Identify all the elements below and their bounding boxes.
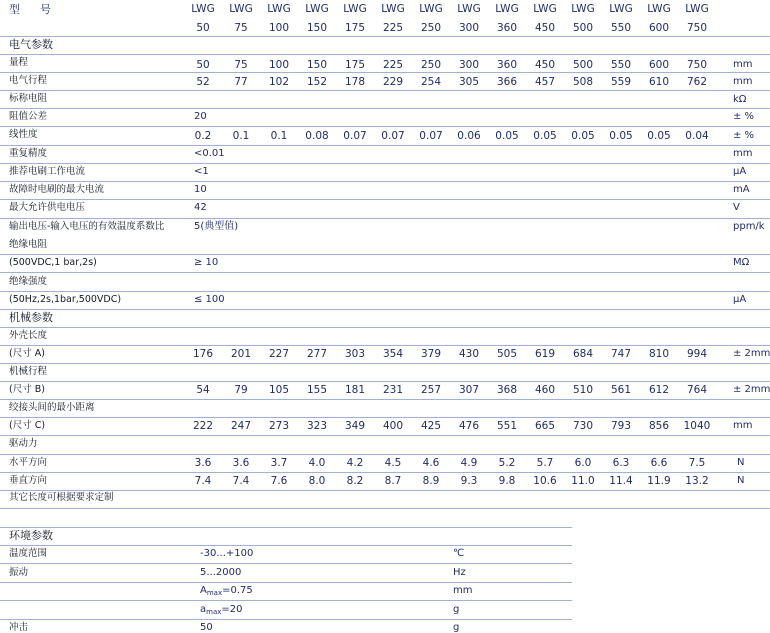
row-label-hinge_dist: 绞接头间的最小距离 bbox=[9, 402, 95, 413]
cell-value: 0.05 bbox=[609, 130, 633, 142]
env-value-shock: 50 bbox=[200, 622, 213, 633]
row-unit-housing_len: ± 2mm bbox=[733, 348, 770, 359]
header-series: LWG bbox=[305, 3, 329, 15]
section-title-environment: 环境参数 bbox=[9, 529, 53, 542]
row-unit-vertical: N bbox=[737, 475, 745, 486]
cell-value: 300 bbox=[458, 59, 480, 71]
header-series: LWG bbox=[191, 3, 215, 15]
cell-value: 3.6 bbox=[232, 457, 250, 469]
row-divider bbox=[0, 327, 770, 328]
cell-value: 181 bbox=[344, 384, 366, 396]
cell-value: 612 bbox=[648, 384, 670, 396]
row-divider bbox=[0, 108, 770, 109]
cell-value: 225 bbox=[382, 59, 404, 71]
header-series: LWG bbox=[533, 3, 557, 15]
header-series: LWG bbox=[685, 3, 709, 15]
cell-value: 508 bbox=[572, 76, 594, 88]
row-label-insulation_res: 绝缘电阻 bbox=[9, 239, 48, 250]
row-unit-max_voltage: V bbox=[733, 202, 740, 213]
env-amax-g-subscript: max bbox=[206, 608, 222, 616]
row-label-housing_len: 外壳长度 bbox=[9, 330, 48, 341]
row-label2-housing_len: (尺寸 A) bbox=[9, 348, 45, 359]
row-divider bbox=[0, 472, 770, 473]
cell-value: 0.05 bbox=[647, 130, 671, 142]
cell-value: 9.8 bbox=[498, 475, 516, 487]
row-unit-fault_current: mA bbox=[733, 184, 750, 195]
header-model: 300 bbox=[458, 22, 480, 34]
row-divider bbox=[0, 36, 770, 37]
cell-value: 54 bbox=[196, 384, 210, 396]
row-divider bbox=[0, 454, 770, 455]
cell-value: 450 bbox=[534, 59, 556, 71]
row-divider bbox=[0, 145, 770, 146]
cell-value: 4.2 bbox=[346, 457, 364, 469]
cell-value: 9.3 bbox=[460, 475, 478, 487]
row-divider bbox=[0, 363, 770, 364]
header-model: 360 bbox=[496, 22, 518, 34]
cell-value: 7.5 bbox=[688, 457, 706, 469]
cell-value: 4.0 bbox=[308, 457, 326, 469]
cell-value: 368 bbox=[496, 384, 518, 396]
cell-value: 6.6 bbox=[650, 457, 668, 469]
cell-value: 155 bbox=[306, 384, 328, 396]
cell-value: 561 bbox=[610, 384, 632, 396]
cell-value: 0.07 bbox=[381, 130, 405, 142]
row-label2-insulation_res: (500VDC,1 bar,2s) bbox=[9, 257, 97, 268]
cell-value: 349 bbox=[344, 420, 366, 432]
row-divider bbox=[0, 490, 770, 491]
cell-value: 505 bbox=[496, 348, 518, 360]
cell-value: 7.4 bbox=[232, 475, 250, 487]
cell-value: 619 bbox=[534, 348, 556, 360]
row-unit-repeat: mm bbox=[733, 148, 753, 159]
cell-value: 8.0 bbox=[308, 475, 326, 487]
row-divider bbox=[0, 181, 770, 182]
row-value-res_tol: 20 bbox=[194, 111, 207, 122]
cell-value: 277 bbox=[306, 348, 328, 360]
cell-value: 11.9 bbox=[647, 475, 671, 487]
row-value-fault_current: 10 bbox=[194, 184, 207, 195]
cell-value: 425 bbox=[420, 420, 442, 432]
env-label-shock: 冲击 bbox=[9, 622, 29, 633]
row-label2-hinge_dist: (尺寸 C) bbox=[9, 420, 46, 431]
header-series: LWG bbox=[457, 3, 481, 15]
env-value-vibration: 5...2000 bbox=[200, 567, 242, 578]
cell-value: 227 bbox=[268, 348, 290, 360]
row-unit-mech_travel: ± 2mm bbox=[733, 384, 770, 395]
cell-value: 7.4 bbox=[194, 475, 212, 487]
cell-value: 610 bbox=[648, 76, 670, 88]
header-series: LWG bbox=[267, 3, 291, 15]
row-divider bbox=[0, 218, 770, 219]
cell-value: 4.5 bbox=[384, 457, 402, 469]
row-label-wiper_current: 推荐电刷工作电流 bbox=[9, 166, 86, 177]
env-amax-number: =0.75 bbox=[222, 585, 253, 596]
header-series: LWG bbox=[419, 3, 443, 15]
cell-value: 400 bbox=[382, 420, 404, 432]
env-amax bbox=[200, 586, 253, 597]
cell-value: 354 bbox=[382, 348, 404, 360]
row-label2-insulation_str: (50Hz,2s,1bar,500VDC) bbox=[9, 294, 122, 305]
header-series: LWG bbox=[381, 3, 405, 15]
row-label-repeat: 重复精度 bbox=[9, 148, 48, 159]
row-unit-hinge_dist: mm bbox=[733, 420, 753, 431]
env-amax-g bbox=[200, 605, 243, 616]
cell-value: 0.1 bbox=[232, 130, 250, 142]
env-amax-g-prefix: a bbox=[200, 604, 207, 615]
header-model: 550 bbox=[610, 22, 632, 34]
env-amax-g-unit: g bbox=[453, 604, 460, 615]
cell-value: 366 bbox=[496, 76, 518, 88]
row-label-custom_note: 其它长度可根据要求定制 bbox=[9, 492, 114, 503]
row-label-mech_travel: 机械行程 bbox=[9, 366, 48, 377]
row-divider bbox=[0, 345, 770, 346]
row-label-tempco: 输出电压-输入电压的有效温度系数比 bbox=[9, 221, 165, 232]
row-label-elec_travel: 电气行程 bbox=[9, 75, 48, 86]
header-series: LWG bbox=[609, 3, 633, 15]
cell-value: 0.06 bbox=[457, 130, 481, 142]
cell-value: 176 bbox=[192, 348, 214, 360]
cell-value: 303 bbox=[344, 348, 366, 360]
cell-value: 0.05 bbox=[495, 130, 519, 142]
header-model: 750 bbox=[686, 22, 708, 34]
cell-value: 8.2 bbox=[346, 475, 364, 487]
header-model: 150 bbox=[306, 22, 328, 34]
header-model: 100 bbox=[268, 22, 290, 34]
cell-value: 175 bbox=[344, 59, 366, 71]
cell-value: 178 bbox=[344, 76, 366, 88]
row-divider bbox=[0, 254, 770, 255]
cell-value: 460 bbox=[534, 384, 556, 396]
row-divider bbox=[0, 272, 770, 273]
header-model: 175 bbox=[344, 22, 366, 34]
cell-value: 5.2 bbox=[498, 457, 516, 469]
row-label-nominal_res: 标称电阻 bbox=[9, 93, 48, 104]
row-label-linearity: 线性度 bbox=[9, 129, 38, 140]
row-value-repeat: <0.01 bbox=[194, 148, 225, 159]
cell-value: 77 bbox=[234, 76, 248, 88]
env-label-vibration: 振动 bbox=[9, 567, 29, 578]
cell-value: 6.3 bbox=[612, 457, 630, 469]
env-unit-vibration: Hz bbox=[453, 567, 466, 578]
header-model: 250 bbox=[420, 22, 442, 34]
cell-value: 273 bbox=[268, 420, 290, 432]
row-divider bbox=[0, 619, 572, 620]
cell-value: 793 bbox=[610, 420, 632, 432]
cell-value: 0.05 bbox=[571, 130, 595, 142]
row-unit-range: mm bbox=[733, 59, 753, 70]
cell-value: 0.2 bbox=[194, 130, 212, 142]
cell-value: 0.08 bbox=[305, 130, 329, 142]
cell-value: 994 bbox=[686, 348, 708, 360]
row-label-vertical: 垂直方向 bbox=[9, 475, 48, 486]
cell-value: 476 bbox=[458, 420, 480, 432]
cell-value: 6.0 bbox=[574, 457, 592, 469]
cell-value: 5.7 bbox=[536, 457, 554, 469]
header-series: LWG bbox=[495, 3, 519, 15]
section-title-electrical: 电气参数 bbox=[9, 38, 53, 51]
row-unit-insulation_res: MΩ bbox=[733, 257, 750, 268]
row-value-wiper_current: <1 bbox=[194, 166, 209, 177]
cell-value: 8.7 bbox=[384, 475, 402, 487]
cell-value: 551 bbox=[496, 420, 518, 432]
cell-value: 254 bbox=[420, 76, 442, 88]
header-label-xing: 型 bbox=[9, 3, 20, 16]
header-model: 75 bbox=[234, 22, 248, 34]
cell-value: 102 bbox=[268, 76, 290, 88]
header-series: LWG bbox=[647, 3, 671, 15]
cell-value: 856 bbox=[648, 420, 670, 432]
row-unit-linearity: ± % bbox=[733, 130, 755, 141]
cell-value: 100 bbox=[268, 59, 290, 71]
cell-value: 379 bbox=[420, 348, 442, 360]
env-amax-subscript: max bbox=[206, 589, 223, 597]
cell-value: 684 bbox=[572, 348, 594, 360]
cell-value: 222 bbox=[192, 420, 214, 432]
cell-value: 3.6 bbox=[194, 457, 212, 469]
cell-value: 307 bbox=[458, 384, 480, 396]
row-divider bbox=[0, 435, 770, 436]
row-unit-res_tol: ± % bbox=[733, 111, 755, 122]
cell-value: 730 bbox=[572, 420, 594, 432]
header-model: 600 bbox=[648, 22, 670, 34]
row-label-insulation_str: 绝缘强度 bbox=[9, 276, 48, 287]
row-divider bbox=[0, 54, 770, 55]
cell-value: 0.05 bbox=[533, 130, 557, 142]
row-label-force: 驱动力 bbox=[9, 438, 38, 449]
cell-value: 250 bbox=[420, 59, 442, 71]
row-label-max_voltage: 最大允许供电电压 bbox=[9, 202, 86, 213]
row-divider bbox=[0, 72, 770, 73]
row-value-insulation_res: ≥ 10 bbox=[194, 257, 219, 268]
row-divider bbox=[0, 563, 572, 564]
cell-value: 8.9 bbox=[422, 475, 440, 487]
section-title-mechanical: 机械参数 bbox=[9, 311, 53, 324]
row-label-horizontal: 水平方向 bbox=[9, 457, 48, 468]
row-label-range: 量程 bbox=[9, 57, 29, 68]
header-model: 500 bbox=[572, 22, 594, 34]
row-value-max_voltage: 42 bbox=[194, 202, 207, 213]
header-model: 50 bbox=[196, 22, 210, 34]
row-divider bbox=[0, 199, 770, 200]
row-unit-insulation_str: μA bbox=[733, 294, 747, 305]
env-unit-shock: g bbox=[453, 622, 460, 633]
row-label-fault_current: 故障时电刷的最大电流 bbox=[9, 184, 105, 195]
row-unit-tempco: ppm/k bbox=[733, 221, 765, 232]
header-series: LWG bbox=[343, 3, 367, 15]
row-divider bbox=[0, 126, 770, 127]
header-model: 450 bbox=[534, 22, 556, 34]
cell-value: 7.6 bbox=[270, 475, 288, 487]
cell-value: 152 bbox=[306, 76, 328, 88]
env-label-temp: 温度范围 bbox=[9, 548, 48, 559]
cell-value: 13.2 bbox=[685, 475, 709, 487]
row-divider bbox=[0, 90, 770, 91]
row-value-tempco: 5(典型值) bbox=[194, 221, 239, 232]
cell-value: 500 bbox=[572, 59, 594, 71]
row-divider bbox=[0, 527, 572, 528]
row-divider bbox=[0, 582, 572, 583]
row-divider bbox=[0, 381, 770, 382]
cell-value: 750 bbox=[686, 59, 708, 71]
cell-value: 305 bbox=[458, 76, 480, 88]
cell-value: 764 bbox=[686, 384, 708, 396]
cell-value: 323 bbox=[306, 420, 328, 432]
row-unit-elec_travel: mm bbox=[733, 76, 753, 87]
cell-value: 11.4 bbox=[609, 475, 633, 487]
cell-value: 559 bbox=[610, 76, 632, 88]
header-model: 225 bbox=[382, 22, 404, 34]
cell-value: 4.6 bbox=[422, 457, 440, 469]
row-unit-wiper_current: μA bbox=[733, 166, 747, 177]
cell-value: 810 bbox=[648, 348, 670, 360]
cell-value: 257 bbox=[420, 384, 442, 396]
env-value-temp: -30...+100 bbox=[200, 548, 254, 559]
row-divider bbox=[0, 291, 770, 292]
cell-value: 247 bbox=[230, 420, 252, 432]
cell-value: 201 bbox=[230, 348, 252, 360]
cell-value: 1040 bbox=[683, 420, 711, 432]
cell-value: 430 bbox=[458, 348, 480, 360]
row-divider bbox=[0, 417, 770, 418]
cell-value: 600 bbox=[648, 59, 670, 71]
cell-value: 360 bbox=[496, 59, 518, 71]
header-series: LWG bbox=[229, 3, 253, 15]
cell-value: 747 bbox=[610, 348, 632, 360]
row-label2-mech_travel: (尺寸 B) bbox=[9, 384, 45, 395]
cell-value: 762 bbox=[686, 76, 708, 88]
row-unit-horizontal: N bbox=[737, 457, 745, 468]
env-amax-prefix: A bbox=[200, 585, 207, 596]
cell-value: 0.07 bbox=[419, 130, 443, 142]
row-divider bbox=[0, 309, 770, 310]
cell-value: 79 bbox=[234, 384, 248, 396]
env-amax-unit: mm bbox=[453, 585, 473, 596]
cell-value: 0.1 bbox=[270, 130, 288, 142]
row-value-insulation_str: ≤ 100 bbox=[194, 294, 225, 305]
row-divider bbox=[0, 600, 572, 601]
cell-value: 550 bbox=[610, 59, 632, 71]
row-label-res_tol: 阻值公差 bbox=[9, 111, 48, 122]
cell-value: 11.0 bbox=[571, 475, 595, 487]
cell-value: 4.9 bbox=[460, 457, 478, 469]
cell-value: 10.6 bbox=[533, 475, 557, 487]
cell-value: 52 bbox=[196, 76, 210, 88]
cell-value: 457 bbox=[534, 76, 556, 88]
header-series: LWG bbox=[571, 3, 595, 15]
cell-value: 0.04 bbox=[685, 130, 709, 142]
cell-value: 150 bbox=[306, 59, 328, 71]
header-label-hao: 号 bbox=[40, 3, 51, 16]
cell-value: 75 bbox=[234, 59, 248, 71]
cell-value: 229 bbox=[382, 76, 404, 88]
row-unit-nominal_res: kΩ bbox=[733, 94, 747, 105]
row-divider bbox=[0, 399, 770, 400]
cell-value: 105 bbox=[268, 384, 290, 396]
env-amax-g-number: =20 bbox=[221, 604, 243, 615]
env-unit-temp: ℃ bbox=[453, 548, 465, 559]
row-divider bbox=[0, 545, 572, 546]
row-divider bbox=[0, 163, 770, 164]
cell-value: 3.7 bbox=[270, 457, 288, 469]
cell-value: 231 bbox=[382, 384, 404, 396]
cell-value: 50 bbox=[196, 59, 210, 71]
cell-value: 0.07 bbox=[343, 130, 367, 142]
cell-value: 510 bbox=[572, 384, 594, 396]
row-divider bbox=[0, 508, 770, 509]
cell-value: 665 bbox=[534, 420, 556, 432]
